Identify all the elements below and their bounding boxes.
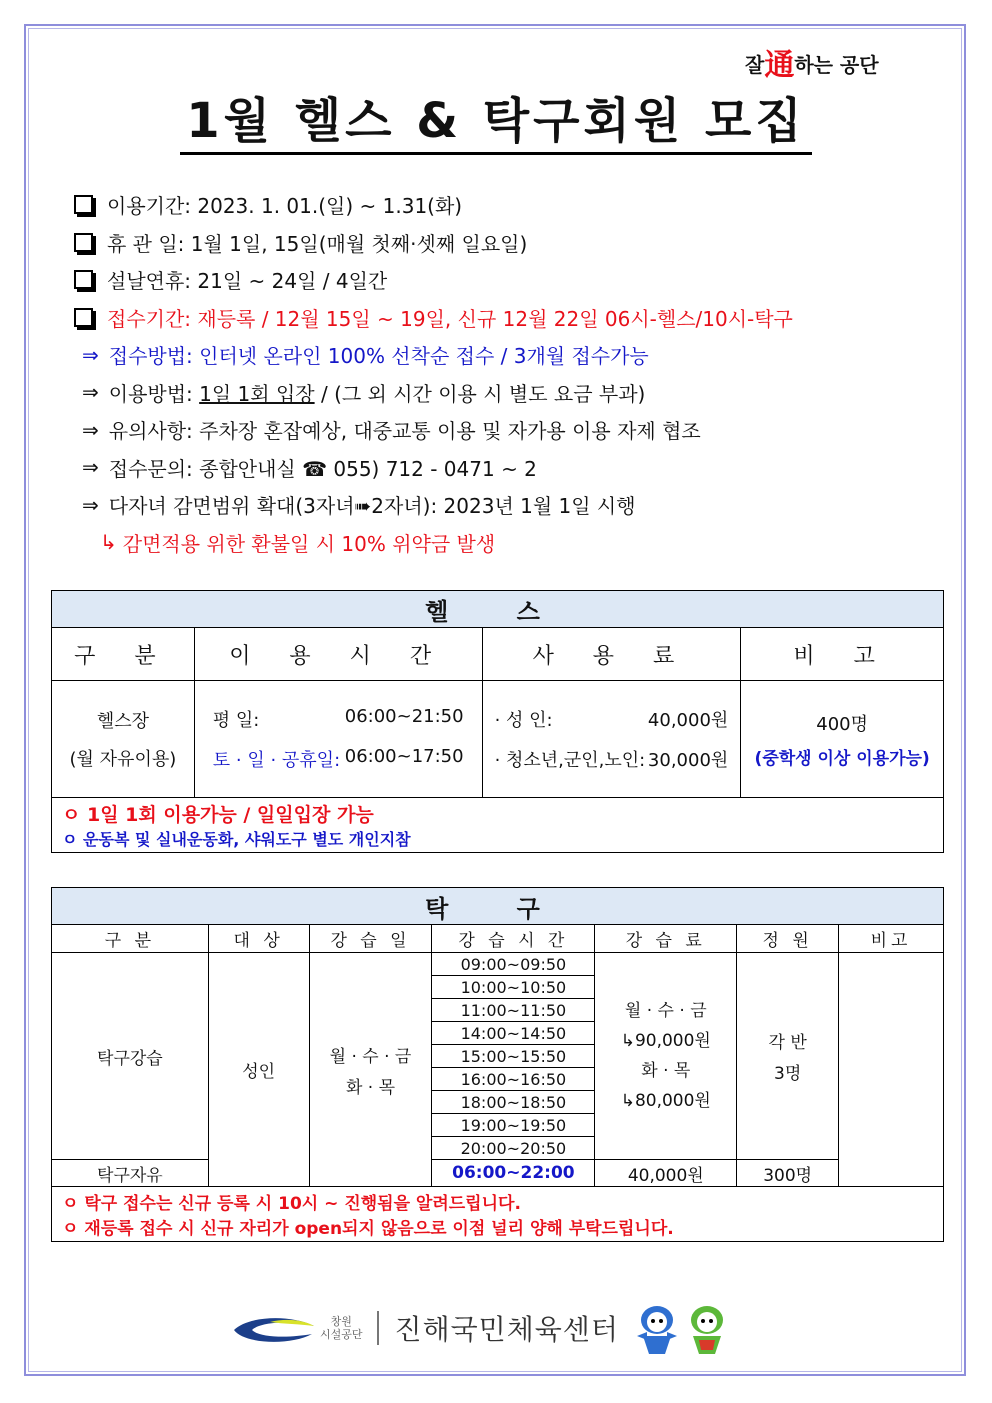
health-note-2: ㅇ 운동복 및 실내운동화, 샤워도구 별도 개인지참 bbox=[62, 830, 411, 849]
health-category-name: 헬스장 bbox=[96, 711, 149, 732]
tt-fee-line3: 화 · 목 bbox=[641, 1061, 691, 1081]
tt-capacity-line1: 각 반 bbox=[768, 1033, 807, 1053]
tt-note-2: ㅇ 재등록 접수 시 신규 자리가 open되지 않음으로 이점 널리 양해 부탁드립니다. bbox=[62, 1219, 674, 1239]
tt-notes-cell bbox=[52, 1187, 944, 1242]
info-caution-line bbox=[70, 411, 970, 449]
page-title-wrap bbox=[0, 92, 992, 155]
tt-days-line2: 화 · 목 bbox=[345, 1077, 396, 1098]
tt-header-time: 강 습 시 간 bbox=[432, 925, 595, 953]
tabletennis-table bbox=[51, 887, 944, 1242]
tt-slot: 14:00~14:50 bbox=[432, 1022, 595, 1045]
health-fee2-label: · 청소년,군인,노인: bbox=[494, 750, 646, 771]
tt-capacity-line2: 3명 bbox=[774, 1064, 802, 1084]
tt-slot: 20:00~20:50 bbox=[432, 1137, 595, 1160]
tt-fee-cell bbox=[595, 953, 737, 1160]
info-discount-line bbox=[70, 486, 970, 524]
info-method-line bbox=[70, 336, 970, 374]
tt-header-category: 구 분 bbox=[52, 925, 209, 953]
tt-slot: 18:00~18:50 bbox=[432, 1091, 595, 1114]
tt-slot: 09:00~09:50 bbox=[432, 953, 595, 976]
info-period: 이용기간: 2023. 1. 01.(일) ~ 1.31(화) bbox=[107, 194, 463, 219]
health-fee2-value: 30,000원 bbox=[647, 750, 729, 771]
tt-days-line1: 월 · 수 · 금 bbox=[329, 1046, 412, 1067]
tt-slot: 15:00~15:50 bbox=[432, 1045, 595, 1068]
info-reception: 접수기간: 재등록 / 12월 15일 ~ 19일, 신규 12월 22일 06시-헬스/10시-탁구 bbox=[107, 306, 793, 331]
tt-header-note: 비고 bbox=[839, 925, 944, 953]
checkbox-icon bbox=[74, 270, 93, 289]
org-name-line2: 시설공단 bbox=[320, 1328, 363, 1341]
footer-divider bbox=[377, 1311, 379, 1345]
page-title: 1월 헬스 & 탁구회원 모집 bbox=[180, 92, 811, 155]
health-fee1-value: 40,000원 bbox=[647, 710, 729, 731]
health-time1-value: 06:00~21:50 bbox=[344, 706, 464, 727]
info-holiday-line bbox=[70, 261, 970, 299]
tt-free-time: 06:00~22:00 bbox=[432, 1160, 595, 1187]
hook-arrow-icon: ↳ bbox=[100, 530, 117, 555]
arrow-icon: ⇒ bbox=[82, 455, 99, 480]
info-caution: 유의사항: 주차장 혼잡예상, 대중교통 이용 및 자가용 이용 자제 협조 bbox=[108, 419, 701, 444]
tt-days-cell bbox=[309, 953, 432, 1187]
tt-target-cell: 성인 bbox=[208, 953, 309, 1187]
health-note-cell bbox=[741, 681, 944, 798]
mascot-icon bbox=[633, 1300, 733, 1356]
health-table bbox=[51, 590, 944, 853]
center-name: 진해국민체육센터 bbox=[394, 1313, 619, 1346]
info-closed-line bbox=[70, 224, 970, 262]
info-usage-line bbox=[70, 374, 970, 412]
slogan bbox=[745, 40, 879, 84]
health-category-desc: (월 자유이용) bbox=[69, 749, 177, 770]
info-method: 접수방법: 인터넷 온라인 100% 선착순 접수 / 3개월 접수가능 bbox=[108, 344, 649, 369]
info-closed: 휴 관 일: 1월 1일, 15일(매월 첫째·셋째 일요일) bbox=[107, 231, 528, 256]
info-inquiry: 접수문의: 종합안내실 ☎ 055) 712 - 0471 ~ 2 bbox=[108, 456, 537, 481]
tt-header-capacity: 정 원 bbox=[737, 925, 839, 953]
health-header-time: 이 용 시 간 bbox=[194, 628, 482, 681]
health-fee1-label: · 성 인: bbox=[494, 710, 553, 731]
arrow-icon: ⇒ bbox=[82, 342, 99, 367]
health-header-note: 비 고 bbox=[741, 628, 944, 681]
health-fee-cell bbox=[482, 681, 741, 798]
info-list bbox=[70, 186, 970, 561]
checkbox-icon bbox=[74, 195, 93, 214]
info-reception-line bbox=[70, 299, 970, 337]
footer bbox=[230, 1296, 790, 1360]
org-name bbox=[320, 1315, 363, 1341]
health-header-category: 구 분 bbox=[52, 628, 195, 681]
info-discount: 다자녀 감면범위 확대(3자녀➠2자녀): 2023년 1월 1일 시행 bbox=[108, 494, 636, 519]
tt-free-cell: 탁구자유 bbox=[52, 1160, 209, 1187]
tt-header-target: 대 상 bbox=[208, 925, 309, 953]
checkbox-icon bbox=[74, 233, 93, 252]
tt-free-capacity: 300명 bbox=[737, 1160, 839, 1187]
tt-slot: 10:00~10:50 bbox=[432, 976, 595, 999]
arrow-icon: ⇒ bbox=[82, 417, 99, 442]
tt-note-1: ㅇ 탁구 접수는 신규 등록 시 10시 ~ 진행됨을 알려드립니다. bbox=[62, 1194, 521, 1214]
tt-header-days: 강 습 일 bbox=[309, 925, 432, 953]
tt-lesson-cell: 탁구강습 bbox=[52, 953, 209, 1160]
tt-free-fee: 40,000원 bbox=[595, 1160, 737, 1187]
checkbox-icon bbox=[74, 308, 93, 327]
info-usage-underlined: 1일 1회 입장 bbox=[199, 381, 315, 406]
tt-slot: 19:00~19:50 bbox=[432, 1114, 595, 1137]
info-usage-label: 이용방법: bbox=[108, 381, 200, 406]
info-period-line bbox=[70, 186, 970, 224]
org-name-line1: 창원 bbox=[330, 1315, 352, 1328]
tt-fee-line1: 월 · 수 · 금 bbox=[624, 1001, 707, 1021]
tt-fee-line2: ↳90,000원 bbox=[620, 1031, 711, 1051]
info-penalty: 감면적용 위한 환불일 시 10% 위약금 발생 bbox=[122, 531, 496, 556]
tt-fee-line4: ↳80,000원 bbox=[620, 1091, 711, 1111]
changwon-logo-icon bbox=[230, 1308, 316, 1348]
info-penalty-line bbox=[70, 524, 970, 562]
health-time-cell bbox=[194, 681, 482, 798]
slogan-big: 通 bbox=[764, 48, 795, 83]
info-usage-rest: / (그 외 시간 이용 시 별도 요금 부과) bbox=[314, 381, 646, 406]
tt-slot: 11:00~11:50 bbox=[432, 999, 595, 1022]
health-note-1: ㅇ 1일 1회 이용가능 / 일일입장 가능 bbox=[62, 804, 374, 826]
health-note-limit: (중학생 이상 이용가능) bbox=[754, 748, 930, 769]
slogan-pre: 잘 bbox=[745, 53, 765, 77]
health-time2-value: 06:00~17:50 bbox=[344, 746, 464, 767]
tt-header-fee: 강 습 료 bbox=[595, 925, 737, 953]
tt-slot: 16:00~16:50 bbox=[432, 1068, 595, 1091]
health-time2-label: 토 · 일 · 공휴일: bbox=[212, 750, 341, 771]
health-notes-cell bbox=[52, 798, 944, 853]
health-table-title: 헬 스 bbox=[52, 591, 944, 628]
info-holiday: 설날연휴: 21일 ~ 24일 / 4일간 bbox=[107, 269, 388, 294]
tt-note-cell bbox=[839, 953, 944, 1187]
arrow-icon: ⇒ bbox=[82, 492, 99, 517]
health-category-cell bbox=[52, 681, 195, 798]
tt-capacity-cell bbox=[737, 953, 839, 1160]
health-note-count: 400명 bbox=[816, 713, 869, 735]
arrow-icon: ⇒ bbox=[82, 380, 99, 405]
slogan-post: 하는 공단 bbox=[794, 53, 879, 77]
health-time1-label: 평 일: bbox=[212, 710, 260, 731]
health-header-fee: 사 용 료 bbox=[482, 628, 741, 681]
tabletennis-table-title: 탁 구 bbox=[52, 888, 944, 925]
info-inquiry-line bbox=[70, 449, 970, 487]
